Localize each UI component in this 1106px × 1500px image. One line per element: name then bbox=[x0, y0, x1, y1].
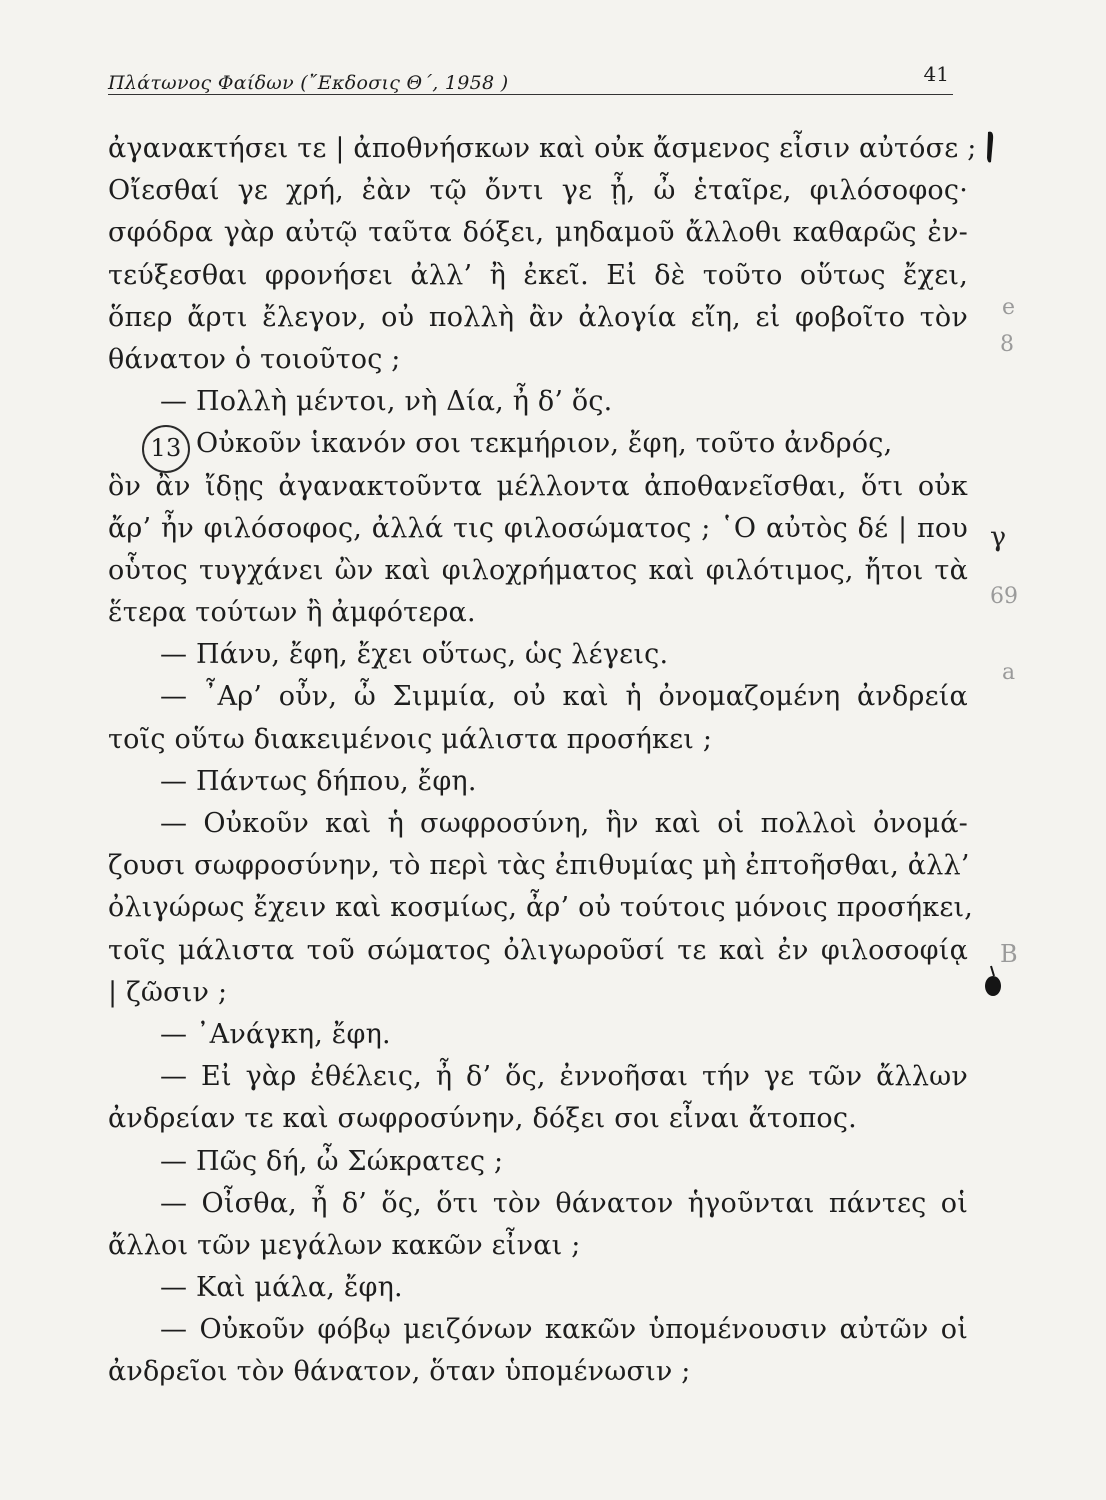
text-line: ὅπερ ἄρτι ἔλεγον, οὐ πολλὴ ἂν ἀλογία εἴη, εἰ φοβοῖτο τὸν bbox=[108, 301, 968, 333]
margin-letter-b: B bbox=[1000, 940, 1018, 968]
text-line: θάνατον ὁ τοιοῦτος ; bbox=[108, 343, 401, 375]
text-line: — Πῶς δή, ὦ Σώκρατες ; bbox=[160, 1145, 504, 1177]
margin-letter-gamma: γ bbox=[990, 522, 1007, 553]
page-number: 41 bbox=[923, 62, 949, 86]
text-line-content: Οὐκοῦν ἱκανόν σοι τεκμήριον, ἔφη, τοῦτο ἀνδρός, bbox=[196, 428, 893, 460]
text-line: ὃν ἂν ἴδῃς ἀγανακτοῦντα μέλλοντα ἀποθανεῖσθαι, ὅτι οὐκ bbox=[108, 470, 968, 502]
header-title: Πλάτωνος Φαίδων (῎Εκδοσις Θ΄, 1958 ) bbox=[108, 72, 509, 94]
text-line: σφόδρα γὰρ αὐτῷ ταῦτα δόξει, μηδαμοῦ ἄλλοθι καθαρῶς ἐν- bbox=[108, 217, 968, 249]
text-line: — Οὐκοῦν φόβῳ μειζόνων κακῶν ὑπομένουσιν αὐτῶν οἱ bbox=[160, 1314, 968, 1346]
text-line: — Πάνυ, ἔφη, ἔχει οὕτως, ὡς λέγεις. bbox=[160, 639, 669, 671]
text-line: ἀνδρείαν τε καὶ σωφροσύνην, δόξει σοι εἶναι ἄτοπος. bbox=[108, 1103, 857, 1135]
text-line: τοῖς οὕτω διακειμένοις μάλιστα προσήκει ; bbox=[108, 723, 713, 755]
ink-mark-icon bbox=[982, 962, 1004, 1002]
text-line: ἀνδρεῖοι τὸν θάνατον, ὅταν ὑπομένωσιν ; bbox=[108, 1356, 691, 1388]
text-line: οὗτος τυγχάνει ὢν καὶ φιλοχρήματος καὶ φιλότιμος, ἤτοι τὰ bbox=[108, 554, 968, 586]
text-line: τεύξεσθαι φρονήσει ἀλλ’ ἢ ἐκεῖ. Εἰ δὲ τοῦτο οὕτως ἔχει, bbox=[108, 259, 968, 291]
text-line bbox=[108, 423, 968, 465]
text-line: — ᾿Ανάγκη, ἔφη. bbox=[160, 1018, 391, 1050]
text-line: τοῖς μάλιστα τοῦ σώματος ὀλιγωροῦσί τε καὶ ἐν φιλοσοφίᾳ bbox=[108, 934, 968, 966]
text-body bbox=[108, 128, 977, 1394]
text-line: — Οὐκοῦν καὶ ἡ σωφροσύνη, ἣν καὶ οἱ πολλοὶ ὀνομά- bbox=[160, 808, 968, 839]
text-line: ἄλλοι τῶν μεγάλων κακῶν εἶναι ; bbox=[108, 1229, 581, 1261]
section-marker: 13 bbox=[142, 425, 190, 473]
text-line: — Εἰ γὰρ ἐθέλεις, ἦ δ’ ὅς, ἐννοῆσαι τήν γε τῶν ἄλλων bbox=[160, 1061, 968, 1093]
text-line: — ῏Αρ’ οὖν, ὦ Σιμμία, οὐ καὶ ἡ ὀνομαζομένη ἀνδρεία bbox=[160, 681, 968, 713]
text-line: — Πάντως δήπου, ἔφη. bbox=[160, 765, 477, 797]
text-line: ἀγανακτήσει τε | ἀποθνήσκων καὶ οὐκ ἄσμενος εἶσιν αὐτόσε ; bbox=[108, 133, 977, 164]
text-line: | ζῶσιν ; bbox=[108, 976, 228, 1008]
text-line: Οἴεσθαί γε χρή, ἐὰν τῷ ὄντι γε ᾖ, ὦ ἑταῖρε, φιλόσοφος· bbox=[108, 175, 968, 207]
text-line: ἕτερα τούτων ἢ ἀμφότερα. bbox=[108, 597, 476, 629]
margin-number-8: 8 bbox=[1000, 332, 1014, 357]
text-line: — Καὶ μάλα, ἔφη. bbox=[160, 1272, 403, 1304]
text-line: ὀλιγώρως ἔχειν καὶ κοσμίως, ἆρ’ οὐ τούτοις μόνοις προσήκει, bbox=[108, 892, 974, 924]
margin-letter-e: e bbox=[1002, 295, 1016, 320]
text-line: — Πολλὴ μέντοι, νὴ Δία, ἦ δ’ ὅς. bbox=[160, 386, 613, 418]
margin-number-69: 69 bbox=[990, 584, 1018, 609]
text-line: — Οἶσθα, ἦ δ’ ὅς, ὅτι τὸν θάνατον ἡγοῦνται πάντες οἱ bbox=[160, 1187, 968, 1219]
text-line: ζουσι σωφροσύνην, τὸ περὶ τὰς ἐπιθυμίας μὴ ἐπτοῆσθαι, ἀλλ’ bbox=[108, 850, 970, 882]
margin-letter-a: a bbox=[1002, 660, 1016, 685]
text-line: ἄρ’ ἦν φιλόσοφος, ἀλλά τις φιλοσώματος ; ῾Ο αὐτὸς δέ | που bbox=[108, 512, 968, 544]
running-header bbox=[108, 62, 953, 95]
ink-mark-icon bbox=[982, 128, 1002, 168]
